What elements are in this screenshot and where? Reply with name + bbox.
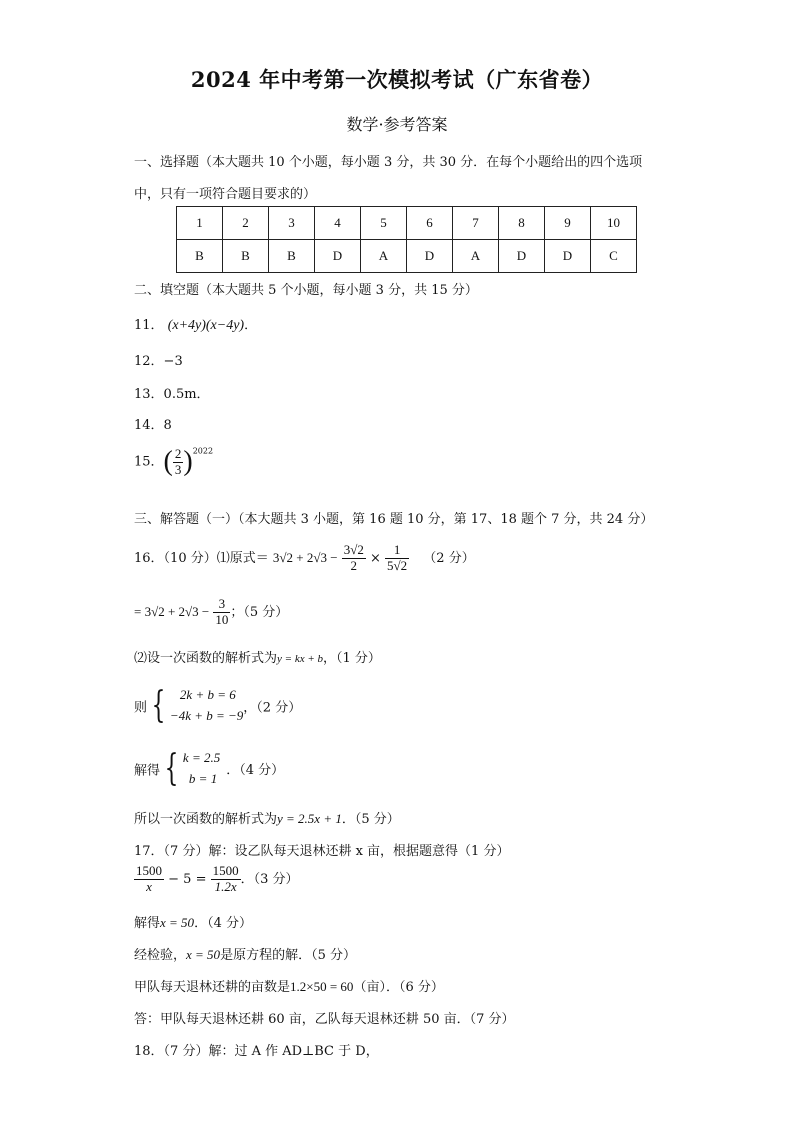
left-brace-icon: { xyxy=(151,684,166,726)
q16-line1: 16．（10 分）⑴原式＝ 3√2 + 2√3 − $\frac{3√2}{2}$ × $\frac{1}{5√2}$ （2 分） xyxy=(134,542,475,573)
q12-line: 12．−3 xyxy=(134,354,183,369)
section1-heading-line2: 中，只有一项符合题目要求的） xyxy=(134,187,317,202)
q15-fraction: $\frac{2}{3}$ xyxy=(174,445,182,477)
page-title: 2024 年中考第一次模拟考试（广东省卷） xyxy=(190,67,604,92)
q16-line4: 则 { 2k + b = 6 −4k + b = −9 ，（2 分） xyxy=(134,684,302,726)
q15-line: 15．( $\frac{2}{3}$ )$^{2022}$ xyxy=(134,445,214,477)
answer-cell: B xyxy=(269,240,315,273)
answer-cell: D xyxy=(315,240,361,273)
answer-cell: A xyxy=(361,240,407,273)
question-number-cell: 10 xyxy=(591,207,637,240)
question-number-cell: 9 xyxy=(545,207,591,240)
section2-heading: 二、填空题（本大题共 5 个小题，每小题 3 分，共 15 分） xyxy=(134,283,478,298)
question-number-cell: 7 xyxy=(453,207,499,240)
q11-line: 11． (x+4y)(x−4y)． xyxy=(134,318,258,333)
answer-table-answers-row xyxy=(177,240,637,273)
section1-heading-line1: 一、选择题（本大题共 10 个小题，每小题 3 分，共 30 分．在每个小题给出的四个选项 xyxy=(134,155,643,170)
q17-line5: 甲队每天退林还耕的亩数是1.2×50 = 60（亩）．（6 分） xyxy=(134,979,444,995)
answer-cell: B xyxy=(177,240,223,273)
q17-line2: $\frac{1500}{x}$ − 5 = $\frac{1500}{1.2x}$ ．（3 分） xyxy=(136,863,299,894)
answer-table xyxy=(176,206,637,273)
q16-line6: 所以一次函数的解析式为y = 2.5x + 1．（5 分） xyxy=(134,811,400,827)
question-number-cell: 3 xyxy=(269,207,315,240)
answer-cell: D xyxy=(407,240,453,273)
section3-heading: 三、解答题（一）（本大题共 3 小题，第 16 题 10 分，第 17、18 题个 7 分，共 24 分） xyxy=(134,512,654,527)
answer-cell: D xyxy=(499,240,545,273)
q11-answer: (x+4y)(x−4y) xyxy=(167,318,245,333)
question-number-cell: 1 xyxy=(177,207,223,240)
page-subtitle: 数学·参考答案 xyxy=(346,115,448,134)
q16-system1: 2k + b = 6 −4k + b = −9 xyxy=(169,687,244,723)
question-number-cell: 4 xyxy=(315,207,361,240)
q16-line5: 解得 { k = 2.5 b = 1 ．（4 分） xyxy=(134,747,285,789)
q16-line2: = 3√2 + 2√3 − $\frac{3}{10}$ ；（5 分） xyxy=(134,596,289,627)
q17-fraction2: $\frac{1500}{1.2x}$ xyxy=(212,863,239,894)
q17-line4: 经检验，x = 50是原方程的解．（5 分） xyxy=(134,947,356,963)
q17-line1: 17．（7 分）解：设乙队每天退林还耕 x 亩，根据题意得（1 分） xyxy=(134,844,510,859)
question-number-cell: 8 xyxy=(499,207,545,240)
q16-fraction3: $\frac{3}{10}$ xyxy=(215,596,229,627)
question-number-cell: 5 xyxy=(361,207,407,240)
q14-answer: 8 xyxy=(163,418,172,433)
q18-line1: 18．（7 分）解：过 A 作 AD⊥BC 于 D， xyxy=(134,1044,379,1059)
question-number-cell: 6 xyxy=(407,207,453,240)
q17-line3: 解得x = 50．（4 分） xyxy=(134,915,252,931)
q16-fraction1: $\frac{3√2}{2}$ xyxy=(343,542,364,573)
left-brace-icon: { xyxy=(164,747,179,789)
q16-system2: k = 2.5 b = 1 xyxy=(182,750,221,786)
answer-cell: A xyxy=(453,240,499,273)
answer-cell: D xyxy=(545,240,591,273)
q16-line3: ⑵设一次函数的解析式为y = kx + b，（1 分） xyxy=(134,651,381,666)
q16-fraction2: $\frac{1}{5√2}$ xyxy=(387,542,408,573)
q13-line: 13．0.5m． xyxy=(134,387,210,402)
q13-answer: 0.5m． xyxy=(163,387,210,402)
q17-line6: 答：甲队每天退林还耕 60 亩，乙队每天退林还耕 50 亩．（7 分） xyxy=(134,1012,515,1027)
answer-cell: B xyxy=(223,240,269,273)
q12-answer: −3 xyxy=(163,354,183,369)
answer-table-numbers-row xyxy=(177,207,637,240)
question-number-cell: 2 xyxy=(223,207,269,240)
q17-fraction1: $\frac{1500}{x}$ xyxy=(136,863,162,894)
q14-line: 14．8 xyxy=(134,418,172,433)
answer-cell: C xyxy=(591,240,637,273)
q15-exponent: 2022 xyxy=(192,446,214,456)
